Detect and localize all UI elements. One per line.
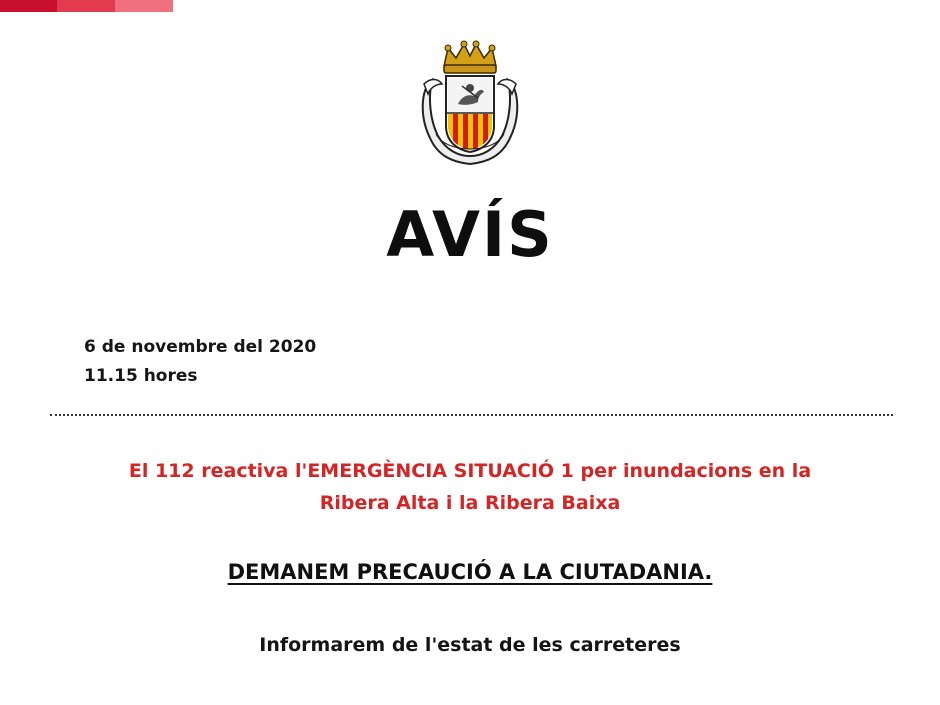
municipal-coat-of-arms-icon <box>418 38 522 168</box>
roads-info-note: Informarem de l'estat de les carreteres <box>259 634 681 656</box>
dotted-divider <box>50 414 893 416</box>
precaution-request-text: DEMANEM PRECAUCIÓ A LA CIUTADANIA. <box>227 560 713 584</box>
emergency-alert <box>70 455 870 519</box>
top-color-bar <box>0 0 173 12</box>
top-bar-segment-light <box>115 0 173 12</box>
notice-date: 6 de novembre del 2020 <box>84 337 317 357</box>
alert-line-2: Ribera Alta i la Ribera Baixa <box>319 492 621 514</box>
alert-line-1: El 112 reactiva l'EMERGÈNCIA SITUACIÓ 1 per inundacions en la <box>128 460 812 482</box>
notice-title: AVÍS <box>386 198 554 271</box>
top-bar-segment-mid <box>57 0 115 12</box>
top-bar-segment-dark <box>0 0 57 12</box>
notice-time: 11.15 hores <box>84 366 198 386</box>
precaution-request <box>0 560 940 584</box>
